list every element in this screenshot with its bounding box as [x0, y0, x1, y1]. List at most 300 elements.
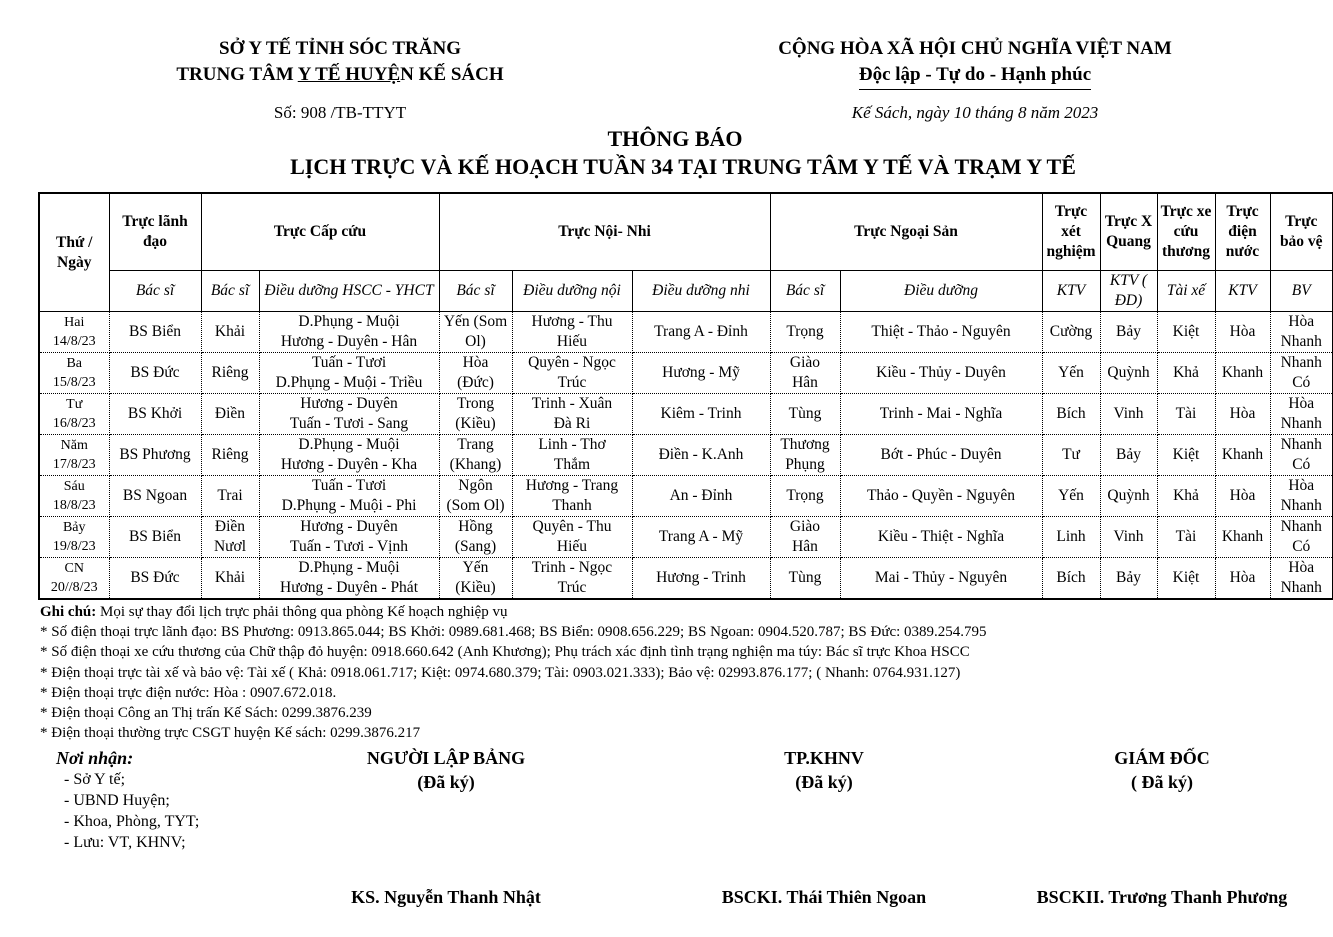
cell-text: BS Khởi [127, 405, 183, 422]
cell-text: Đà Ri [553, 415, 591, 432]
cell-surg-doctor [770, 476, 840, 517]
cell-text: Điền [214, 405, 246, 422]
cell-er-nurse [259, 558, 439, 600]
cell-text: Yến [1058, 487, 1084, 504]
cell-ambulance [1157, 312, 1215, 353]
sub-surg-doctor: Bác sĩ [770, 271, 840, 312]
cell-text: CN [64, 561, 84, 576]
col-leader-header: Trực lãnh đạo [109, 193, 201, 271]
cell-text: Thanh [552, 497, 592, 514]
notes-section [40, 602, 987, 743]
cell-text: Hân [792, 374, 818, 391]
duty-schedule-table [38, 192, 1333, 600]
cell-text: Ngôn [458, 477, 493, 494]
cell-int-doctor [439, 353, 512, 394]
cell-surg-nurse [840, 476, 1042, 517]
cell-text: Nhanh [1280, 579, 1322, 596]
cell-text: Điền - K.Anh [658, 446, 744, 463]
cell-day [39, 517, 109, 558]
cell-text: Hồng [458, 518, 493, 535]
cell-surg-nurse [840, 394, 1042, 435]
cell-text: Có [1292, 374, 1311, 391]
cell-er-doctor [201, 435, 259, 476]
cell-ambulance [1157, 476, 1215, 517]
cell-text: Thắm [553, 456, 591, 473]
cell-text: BS Đức [130, 569, 180, 586]
cell-text: 18/8/23 [52, 498, 96, 513]
cell-text: Hương - Duyên - Phát [280, 579, 418, 596]
cell-er-nurse [259, 435, 439, 476]
cell-text: Tuấn - Tươi - Vịnh [290, 538, 408, 555]
notes-main: Ghi chú: Mọi sự thay đổi lịch trực phải thông qua phòng Kế hoạch nghiệp vụ [40, 604, 508, 620]
cell-lab [1042, 476, 1100, 517]
cell-lab [1042, 435, 1100, 476]
cell-security [1270, 312, 1333, 353]
cell-text: Kiệt [1172, 446, 1200, 463]
cell-int-doctor [439, 312, 512, 353]
col-day-header: Thứ / Ngày [39, 193, 109, 312]
signature-role: GIÁM ĐỐC [1114, 748, 1210, 768]
col-internal-header: Trực Nội- Nhi [439, 193, 770, 271]
cell-text: Hương - Duyên - Kha [280, 456, 418, 473]
cell-er-doctor [201, 517, 259, 558]
cell-security [1270, 517, 1333, 558]
cell-ped-nurse [632, 517, 770, 558]
cell-text: Trinh - Ngọc [531, 559, 613, 576]
cell-text: Hai [64, 315, 85, 330]
cell-text: Bích [1056, 405, 1086, 422]
cell-text: Yến (Som [443, 313, 508, 330]
cell-text: Hương - Trinh [656, 569, 746, 586]
cell-utility [1215, 394, 1270, 435]
note-ambulance-phone: * Số điện thoại xe cứu thương của Chữ thập đỏ huyện: 0918.660.642 (Anh Khương); Phụ trách xác định tình trạng nghiện ma túy: Bác sĩ trực Khoa HSCC [40, 644, 970, 661]
cell-text: Vinh [1113, 528, 1144, 545]
cell-text: Giào [789, 354, 821, 371]
cell-xray [1100, 394, 1157, 435]
cell-surg-doctor [770, 435, 840, 476]
sub-xray: KTV ( ĐD) [1100, 271, 1157, 312]
cell-text: Hương - Duyên [300, 518, 398, 535]
sub-security: BV [1270, 271, 1333, 312]
cell-text: Nhanh [1280, 436, 1322, 453]
cell-text: 16/8/23 [52, 416, 96, 431]
cell-int-nurse [512, 476, 632, 517]
cell-ped-nurse [632, 476, 770, 517]
recipient-item: - Khoa, Phòng, TYT; [64, 813, 200, 830]
cell-text: (Khang) [449, 456, 502, 473]
sub-ambulance: Tài xế [1157, 271, 1215, 312]
cell-ambulance [1157, 394, 1215, 435]
cell-text: Tùng [788, 405, 822, 422]
cell-text: Linh - Thơ [538, 436, 606, 453]
cell-text: Hòa [462, 354, 489, 371]
table-row [39, 517, 1333, 558]
cell-text: Tài [1175, 405, 1197, 422]
cell-text: D.Phụng - Muội [298, 559, 400, 576]
cell-text: Hòa [1229, 487, 1256, 504]
cell-text: (Sang) [454, 538, 497, 555]
parent-agency: SỞ Y TẾ TỈNH SÓC TRĂNG [219, 38, 461, 59]
cell-leader [109, 476, 201, 517]
cell-security [1270, 476, 1333, 517]
cell-ped-nurse [632, 435, 770, 476]
cell-text: Trúc [557, 374, 587, 391]
cell-utility [1215, 476, 1270, 517]
cell-text: Thiệt - Thảo - Nguyên [871, 323, 1011, 340]
cell-surg-nurse [840, 435, 1042, 476]
issuing-agency [140, 36, 540, 88]
cell-text: Trong [456, 395, 495, 412]
cell-text: Tư [1062, 446, 1080, 463]
cell-text: Trai [217, 487, 243, 504]
cell-text: 15/8/23 [52, 375, 96, 390]
cell-text: (Kiều) [455, 415, 496, 432]
cell-leader [109, 353, 201, 394]
sub-int-nurse: Điều dưỡng nội [512, 271, 632, 312]
note-police-phone: * Điện thoại Công an Thị trấn Kế Sách: 0299.3876.239 [40, 705, 372, 722]
cell-security [1270, 394, 1333, 435]
cell-xray [1100, 435, 1157, 476]
cell-text: (Som Ol) [446, 497, 505, 514]
sub-utility: KTV [1215, 271, 1270, 312]
cell-surg-doctor [770, 312, 840, 353]
cell-text: Hương - Trang [525, 477, 619, 494]
signature-status: ( Đã ký) [1131, 772, 1193, 792]
note-traffic-police-phone: * Điện thoại thường trực CSGT huyện Kế sách: 0299.3876.217 [40, 725, 421, 742]
header-row-roles [39, 271, 1333, 312]
cell-text: Cường [1049, 323, 1093, 340]
sub-ped-nurse: Điều dưỡng nhi [632, 271, 770, 312]
cell-security [1270, 353, 1333, 394]
cell-text: Khải [214, 323, 246, 340]
table-row [39, 353, 1333, 394]
cell-xray [1100, 517, 1157, 558]
cell-text: Hòa [1229, 323, 1256, 340]
cell-text: Khanh [1221, 528, 1264, 545]
cell-int-doctor [439, 394, 512, 435]
cell-text: Nhanh [1280, 354, 1322, 371]
country-name: CỘNG HÒA XÃ HỘI CHỦ NGHĨA VIỆT NAM [778, 38, 1172, 59]
cell-xray [1100, 312, 1157, 353]
cell-text: Tùng [788, 569, 822, 586]
cell-day [39, 476, 109, 517]
cell-text: Giào [789, 518, 821, 535]
cell-security [1270, 435, 1333, 476]
cell-text: Quyên - Thu [532, 518, 612, 535]
sub-surg-nurse: Điều dưỡng [840, 271, 1042, 312]
col-utility-header: Trực điện nước [1215, 193, 1270, 271]
col-surgery-header: Trực Ngoại Sản [770, 193, 1042, 271]
cell-text: Kiệt [1172, 323, 1200, 340]
cell-text: Trọng [786, 323, 824, 340]
signature-role: TP.KHNV [784, 748, 864, 768]
cell-text: Ol) [465, 333, 486, 350]
cell-security [1270, 558, 1333, 600]
note-driver-security-phones: * Điện thoại trực tài xế và bảo vệ: Tài xế ( Khả: 0918.061.717; Kiệt: 0974.680.379; Tài: 0903.021.333); Bảo vệ: 02993.876.177; ( Nhanh: 0764.931.127) [40, 664, 961, 681]
cell-ambulance [1157, 353, 1215, 394]
cell-text: Quyên - Ngọc [528, 354, 616, 371]
recipient-item: - UBND Huyện; [64, 792, 170, 809]
cell-text: Bảy [1116, 446, 1141, 463]
col-ambulance-header: Trực xe cứu thương [1157, 193, 1215, 271]
cell-xray [1100, 558, 1157, 600]
cell-text: Khanh [1221, 364, 1264, 381]
cell-text: Yến [1058, 364, 1084, 381]
table-row [39, 394, 1333, 435]
cell-text: Trang A - Đỉnh [654, 323, 748, 340]
cell-utility [1215, 312, 1270, 353]
cell-text: Tuấn - Tươi [311, 354, 387, 371]
note-utility-phone: * Điện thoại trực điện nước: Hòa : 0907.672.018. [40, 684, 337, 701]
cell-text: Riêng [211, 364, 249, 381]
agency-name: TRUNG TÂM Y TẾ HUYỆN KẾ SÁCH [176, 64, 504, 85]
cell-lab [1042, 558, 1100, 600]
cell-text: An - Đỉnh [669, 487, 733, 504]
cell-text: Hiếu [556, 333, 588, 350]
table-row [39, 312, 1333, 353]
cell-text: Điền Nươl [213, 518, 247, 555]
table-row [39, 435, 1333, 476]
cell-text: Hân [792, 538, 818, 555]
cell-int-nurse [512, 517, 632, 558]
cell-text: Khải [214, 569, 246, 586]
cell-text: Bớt - Phúc - Duyên [880, 446, 1002, 463]
cell-surg-nurse [840, 353, 1042, 394]
cell-utility [1215, 435, 1270, 476]
sub-lab: KTV [1042, 271, 1100, 312]
cell-int-doctor [439, 517, 512, 558]
cell-text: Hòa [1288, 559, 1315, 576]
cell-text: Có [1292, 538, 1311, 555]
cell-ambulance [1157, 435, 1215, 476]
cell-text: 14/8/23 [52, 334, 96, 349]
cell-text: Hòa [1288, 313, 1315, 330]
cell-er-doctor [201, 353, 259, 394]
cell-text: 17/8/23 [52, 457, 96, 472]
cell-int-doctor [439, 558, 512, 600]
cell-ambulance [1157, 517, 1215, 558]
cell-xray [1100, 353, 1157, 394]
cell-text: BS Biển [128, 528, 182, 545]
cell-text: BS Đức [130, 364, 180, 381]
cell-er-nurse [259, 517, 439, 558]
cell-leader [109, 312, 201, 353]
cell-text: Khanh [1221, 446, 1264, 463]
cell-text: BS Biển [128, 323, 182, 340]
cell-text: Yến [462, 559, 489, 576]
cell-text: Linh [1056, 528, 1086, 545]
signature-preparer [296, 746, 596, 794]
cell-int-nurse [512, 353, 632, 394]
cell-utility [1215, 517, 1270, 558]
cell-day [39, 558, 109, 600]
cell-text: Hiếu [556, 538, 588, 555]
cell-text: Bảy [62, 520, 86, 535]
cell-text: Trinh - Mai - Nghĩa [879, 405, 1003, 422]
national-heading [740, 36, 1210, 90]
cell-er-nurse [259, 394, 439, 435]
cell-text: Phụng [785, 456, 825, 473]
cell-ambulance [1157, 558, 1215, 600]
cell-text: Khả [1173, 364, 1199, 381]
sub-leader-doctor: Bác sĩ [109, 271, 201, 312]
recipients [56, 748, 199, 853]
cell-text: Hương - Thu [531, 313, 613, 330]
cell-lab [1042, 353, 1100, 394]
cell-ped-nurse [632, 394, 770, 435]
national-motto: Độc lập - Tự do - Hạnh phúc [859, 62, 1091, 90]
cell-text: Riêng [211, 446, 249, 463]
cell-er-doctor [201, 394, 259, 435]
cell-text: Hòa [1229, 569, 1256, 586]
cell-leader [109, 558, 201, 600]
cell-text: Hương - Mỹ [662, 364, 740, 381]
cell-lab [1042, 394, 1100, 435]
cell-int-nurse [512, 558, 632, 600]
table-row [39, 476, 1333, 517]
cell-text: Quỳnh [1107, 487, 1150, 504]
cell-day [39, 435, 109, 476]
signature-status: (Đã ký) [795, 772, 853, 792]
cell-text: BS Ngoan [122, 487, 188, 504]
cell-surg-doctor [770, 394, 840, 435]
cell-er-nurse [259, 312, 439, 353]
cell-text: Tư [66, 397, 83, 412]
cell-int-doctor [439, 435, 512, 476]
col-xray-header: Trực X Quang [1100, 193, 1157, 271]
cell-day [39, 353, 109, 394]
document-title: LỊCH TRỰC VÀ KẾ HOẠCH TUẦN 34 TẠI TRUNG TÂM Y TẾ VÀ TRẠM Y TẾ [290, 154, 1076, 179]
document-date: Kế Sách, ngày 10 tháng 8 năm 2023 [851, 103, 1099, 122]
cell-text: Nhanh [1280, 518, 1322, 535]
cell-text: D.Phụng - Muội [298, 436, 400, 453]
cell-text: Bích [1056, 569, 1086, 586]
signature-name: BSCKI. Thái Thiên Ngoan [721, 887, 927, 907]
cell-text: Có [1292, 456, 1311, 473]
cell-text: Trang A - Mỹ [658, 528, 744, 545]
cell-text: Khả [1173, 487, 1199, 504]
cell-surg-doctor [770, 558, 840, 600]
cell-er-doctor [201, 476, 259, 517]
cell-text: Thương [780, 436, 830, 453]
cell-text: D.Phụng - Muội - Triều [275, 374, 423, 391]
document-type: THÔNG BÁO [607, 126, 743, 151]
cell-utility [1215, 353, 1270, 394]
cell-er-doctor [201, 312, 259, 353]
cell-text: Kiều - Thiệt - Nghĩa [877, 528, 1005, 545]
cell-text: Trang [457, 436, 494, 453]
cell-text: Trúc [557, 579, 587, 596]
sub-er-doctor: Bác sĩ [201, 271, 259, 312]
table-row [39, 558, 1333, 600]
cell-text: Tuấn - Tươi [311, 477, 387, 494]
cell-leader [109, 435, 201, 476]
cell-int-nurse [512, 312, 632, 353]
cell-text: Nhanh [1280, 497, 1322, 514]
sub-int-doctor: Bác sĩ [439, 271, 512, 312]
cell-text: Kiều - Thủy - Duyên [876, 364, 1006, 381]
cell-er-nurse [259, 353, 439, 394]
cell-text: Nhanh [1280, 333, 1322, 350]
cell-surg-nurse [840, 558, 1042, 600]
cell-text: Hương - Duyên [300, 395, 398, 412]
col-emergency-header: Trực Cấp cứu [201, 193, 439, 271]
cell-text: Kiệt [1172, 569, 1200, 586]
cell-text: (Kiều) [455, 579, 496, 596]
cell-lab [1042, 517, 1100, 558]
cell-utility [1215, 558, 1270, 600]
cell-text: Quỳnh [1107, 364, 1150, 381]
cell-text: Năm [60, 438, 88, 453]
recipients-label: Nơi nhận: [56, 748, 134, 768]
cell-int-nurse [512, 435, 632, 476]
cell-text: 19/8/23 [52, 539, 96, 554]
cell-text: Hương - Duyên - Hân [280, 333, 418, 350]
cell-text: D.Phụng - Muội - Phi [281, 497, 417, 514]
signature-khnv-head [674, 746, 974, 794]
cell-day [39, 394, 109, 435]
cell-int-doctor [439, 476, 512, 517]
cell-text: Thảo - Quyền - Nguyên [866, 487, 1016, 504]
cell-surg-doctor [770, 517, 840, 558]
cell-text: Trinh - Xuân [531, 395, 613, 412]
signature-role: NGƯỜI LẬP BẢNG [366, 748, 526, 768]
cell-surg-doctor [770, 353, 840, 394]
cell-text: D.Phụng - Muội [298, 313, 400, 330]
cell-ped-nurse [632, 312, 770, 353]
cell-text: Nhanh [1280, 415, 1322, 432]
cell-er-nurse [259, 476, 439, 517]
cell-text: Mai - Thủy - Nguyên [874, 569, 1008, 586]
cell-int-nurse [512, 394, 632, 435]
cell-text: 20//8/23 [50, 580, 98, 595]
signature-name: KS. Nguyễn Thanh Nhật [351, 887, 541, 907]
recipient-item: - Lưu: VT, KHNV; [64, 834, 186, 851]
cell-leader [109, 517, 201, 558]
cell-text: Trọng [786, 487, 824, 504]
cell-text: Vinh [1113, 405, 1144, 422]
signature-director [1012, 746, 1312, 794]
col-security-header: Trực bảo vệ [1270, 193, 1333, 271]
cell-text: Hòa [1288, 477, 1315, 494]
cell-surg-nurse [840, 517, 1042, 558]
cell-text: Hòa [1229, 405, 1256, 422]
cell-text: (Đức) [457, 374, 494, 391]
cell-text: Sáu [63, 479, 85, 494]
header-row-groups [39, 193, 1333, 271]
cell-ped-nurse [632, 558, 770, 600]
signature-name: BSCKII. Trương Thanh Phương [1036, 887, 1288, 907]
cell-er-doctor [201, 558, 259, 600]
sub-er-nurse: Điều dưỡng HSCC - YHCT [259, 271, 439, 312]
note-leader-phones: * Số điện thoại trực lãnh đạo: BS Phương: 0913.865.044; BS Khởi: 0989.681.468; BS Biển: 0908.656.229; BS Ngoan: 0904.520.787; BS Đức: 0389.254.795 [40, 624, 987, 641]
cell-text: Hòa [1288, 395, 1315, 412]
cell-surg-nurse [840, 312, 1042, 353]
cell-text: Tuấn - Tươi - Sang [289, 415, 409, 432]
cell-text: Bảy [1116, 569, 1141, 586]
cell-text: Ba [66, 356, 83, 371]
document-number: Số: 908 /TB-TTYT [273, 103, 407, 122]
cell-leader [109, 394, 201, 435]
cell-text: Bảy [1116, 323, 1141, 340]
signature-status: (Đã ký) [417, 772, 475, 792]
cell-lab [1042, 312, 1100, 353]
cell-text: BS Phương [119, 446, 191, 463]
cell-xray [1100, 476, 1157, 517]
cell-text: Tài [1175, 528, 1197, 545]
cell-text: Kiêm - Trinh [660, 405, 742, 422]
col-lab-header: Trực xét nghiệm [1042, 193, 1100, 271]
